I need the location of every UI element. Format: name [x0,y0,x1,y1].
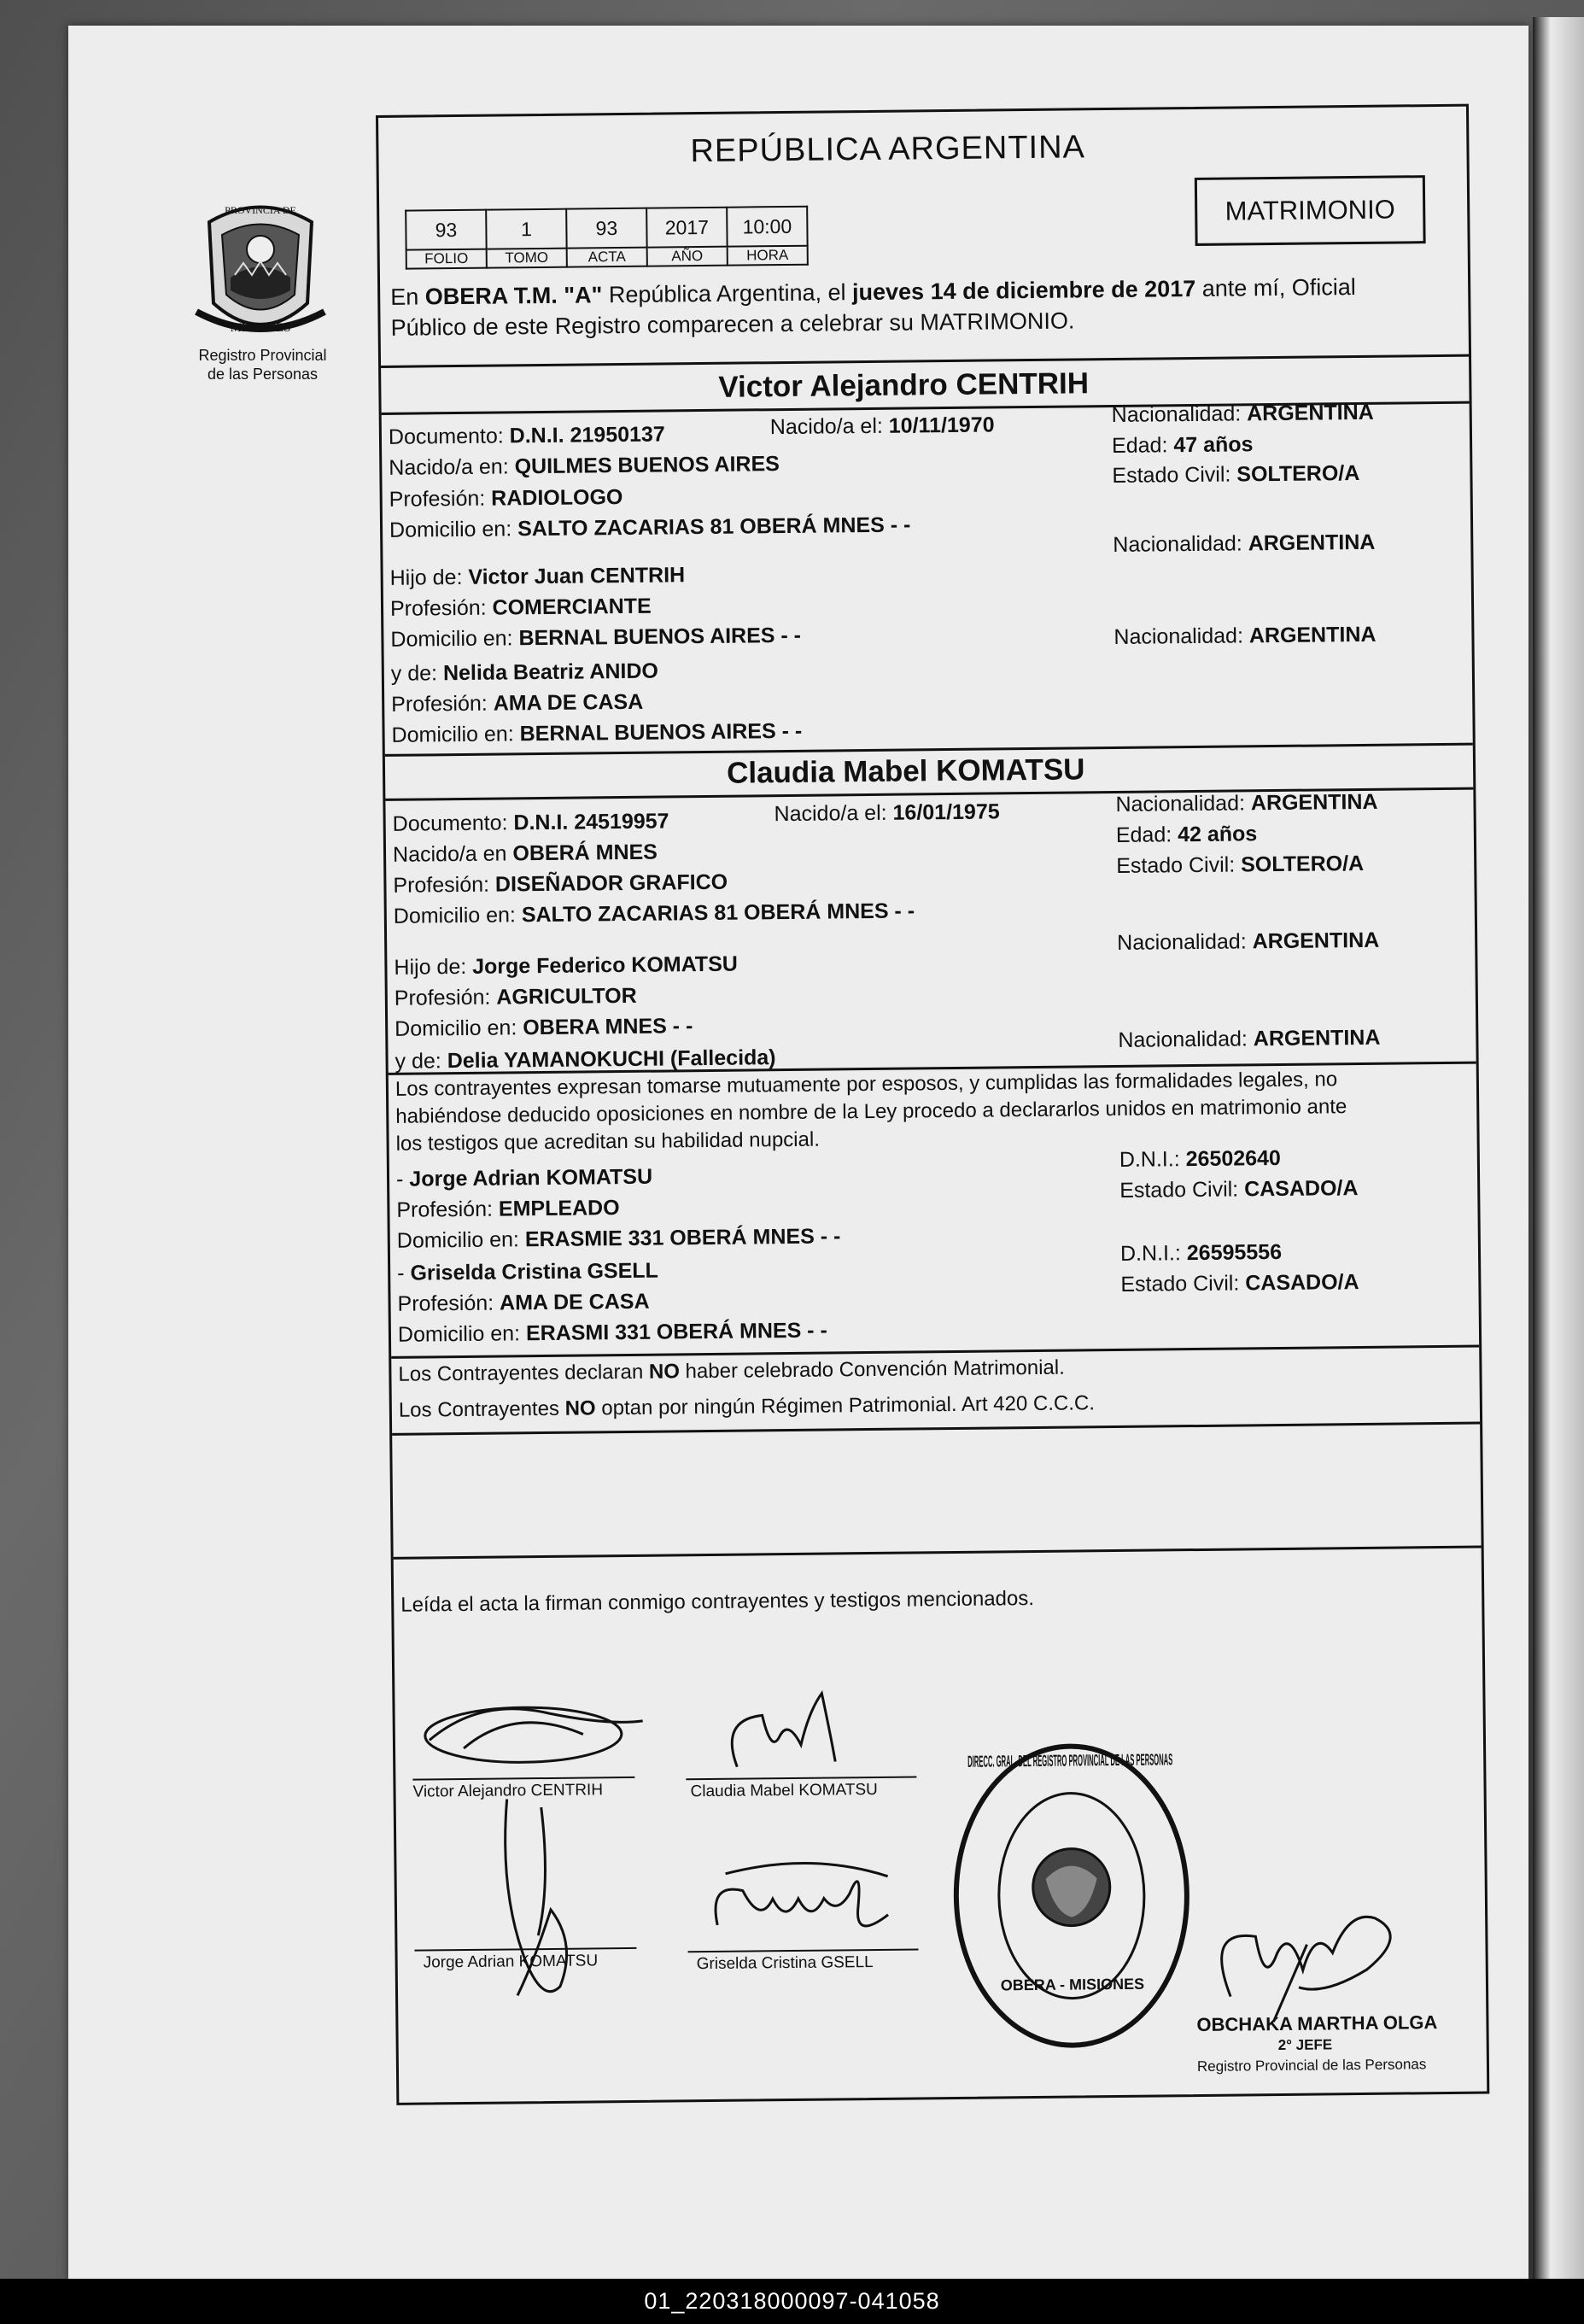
acta-label: ACTA [567,248,647,267]
svg-text:PROVINCIA DE: PROVINCIA DE [225,204,296,216]
witness1-dni: D.N.I.: 26502640 [1119,1145,1282,1172]
hora-label: HORA [728,246,808,266]
signature-label-gsell: Griselda Cristina GSELL [696,1953,874,1974]
signature-label-komatsu-claudia: Claudia Mabel KOMATSU [690,1780,878,1801]
spouse2-birthplace: Nacido/a en OBERÁ MNES [392,840,658,867]
spouse2-name: Claudia Mabel KOMATSU [726,752,1085,790]
spouse1-profession: Profesión: RADIOLOGO [389,484,623,512]
spouse1-father-address: Domicilio en: BERNAL BUENOS AIRES - - [390,623,802,652]
spouse1-birthdate: Nacido/a el: 10/11/1970 [769,413,995,440]
spouse2-father-address: Domicilio en: OBERA MNES - - [395,1014,693,1041]
spouse2-mother-nationality: Nacionalidad: ARGENTINA [1118,1025,1381,1052]
spouse2-father-profession: Profesión: AGRICULTOR [394,983,637,1010]
spouse1-mother: y de: Nelida Beatriz ANIDO [390,659,659,686]
witness2-address: Domicilio en: ERASMI 331 OBERÁ MNES - - [397,1318,827,1347]
folio-label: FOLIO [406,249,487,269]
hora-value: 10:00 [727,207,807,247]
registry-label: Registro Provincial de las Personas [198,347,327,383]
svg-text:OBERA - MISIONES: OBERA - MISIONES [1000,1975,1145,1994]
acta-value: 93 [566,208,646,249]
signature-centrih [412,1687,660,1775]
signature-gsell [691,1855,905,1952]
spouse1-address: Domicilio en: SALTO ZACARIAS 81 OBERÁ MNES - - [389,512,911,542]
spouse2-address: Domicilio en: SALTO ZACARIAS 81 OBERÁ MNES - - [393,899,915,928]
spouse2-father-nationality: Nacionalidad: ARGENTINA [1117,928,1380,955]
official-role: 2° JEFE [1277,2036,1333,2054]
divider [394,1546,1482,1560]
spouse1-birthplace: Nacido/a en: QUILMES BUENOS AIRES [389,452,780,480]
signature-komatsu-claudia [685,1684,874,1780]
spouse1-civil-status: Estado Civil: SOLTERO/A [1112,460,1360,488]
reference-table [405,206,809,270]
witness2-profession: Profesión: AMA DE CASA [397,1289,650,1316]
divider [392,1422,1480,1436]
divider [381,354,1469,368]
spouse1-father-profession: Profesión: COMERCIANTE [389,594,652,621]
file-id-bar [0,2279,1584,2324]
svg-text:MISIONES: MISIONES [230,321,291,335]
spouse1-nationality: Nacionalidad: ARGENTINA [1111,400,1374,427]
file-id: 01_220318000097-041058 [644,2288,940,2314]
anio-value: 2017 [646,208,727,248]
document-type-box: MATRIMONIO [1195,175,1426,246]
witness2-name: - Griselda Cristina GSELL [397,1258,658,1285]
witness2-civil-status: Estado Civil: CASADO/A [1120,1270,1359,1297]
province-seal-icon [192,196,329,346]
spouse1-name: Victor Alejandro CENTRIH [718,366,1090,404]
official-org: Registro Provincial de las Personas [1196,2056,1427,2075]
witness1-address: Domicilio en: ERASMIE 331 OBERÁ MNES - - [396,1224,841,1253]
folio-value: 93 [406,210,486,250]
spouse2-father: Hijo de: Jorge Federico KOMATSU [394,951,738,980]
spouse1-mother-address: Domicilio en: BERNAL BUENOS AIRES - - [391,718,803,747]
intro-text: En OBERA T.M. "A" República Argentina, el jueves 14 de diciembre de 2017 ante mí, Oficial Público de este Registro comparecen a celebrar su MATRIMONIO. [390,273,1356,341]
spouse2-civil-status: Estado Civil: SOLTERO/A [1116,851,1365,878]
signature-label-centrih: Victor Alejandro CENTRIH [412,1781,604,1801]
spouse1-mother-nationality: Nacionalidad: ARGENTINA [1113,622,1377,649]
official-name: OBCHAKA MARTHA OLGA [1196,2011,1438,2036]
tomo-value: 1 [486,209,566,249]
marriage-record-frame [376,104,1489,2105]
page-title: REPÚBLICA ARGENTINA [690,129,1086,170]
spouse1-father-nationality: Nacionalidad: ARGENTINA [1113,530,1376,557]
spouse2-document: Documento: D.N.I. 24519957 [392,809,669,836]
spouse2-mother: y de: Delia YAMANOKUCHI (Fallecida) [395,1045,776,1074]
witness1-profession: Profesión: EMPLEADO [396,1196,620,1222]
closing-text: Leída el acta la firman conmigo contrayentes y testigos mencionados. [400,1587,1035,1617]
spouse2-nationality: Nacionalidad: ARGENTINA [1115,789,1378,817]
adjacent-page-edge [1533,17,1584,2289]
spouse1-mother-profession: Profesión: AMA DE CASA [391,689,644,717]
spouse1-father: Hijo de: Victor Juan CENTRIH [389,563,686,590]
svg-text:DIRECC. GRAL. DEL REGISTRO PRO: DIRECC. GRAL. DEL REGISTRO PROVINCIAL DE LAS PERSONAS [967,1747,1480,1771]
tomo-label: TOMO [487,249,567,268]
spouse2-birthdate: Nacido/a el: 16/01/1975 [774,799,1000,827]
spouse2-profession: Profesión: DISEÑADOR GRAFICO [393,869,728,898]
signature-label-komatsu-jorge: Jorge Adrian KOMATSU [423,1952,599,1972]
anio-label: AÑO [647,247,728,266]
signature-komatsu-jorge [456,1789,612,2013]
spouse1-document: Documento: D.N.I. 21950137 [388,422,665,449]
declaration-text: Los contrayentes expresan tomarse mutuamente por esposos, y cumplidas las formalidades legales, no habiéndose deducido oposiciones en nombre de la Ley procedo a declararlos unidos en matrimonio ante los testigos que acreditan su habilidad nupcial. [395,1068,1347,1156]
witness1-name: - Jorge Adrian KOMATSU [395,1164,653,1191]
signature-official [1195,1892,1419,2031]
signature-line [412,1777,634,1781]
spouse1-age: Edad: 47 años [1111,432,1254,458]
regime-text: Los Contrayentes declaran NO haber celebrado Convención Matrimonial. Los Contrayentes NO optan por ningún Régimen Patrimonial. Art 420 C.C.C. [398,1355,1096,1422]
witness2-dni: D.N.I.: 26595556 [1119,1239,1283,1266]
spouse2-age: Edad: 42 años [1115,822,1258,847]
witness1-civil-status: Estado Civil: CASADO/A [1119,1176,1359,1203]
